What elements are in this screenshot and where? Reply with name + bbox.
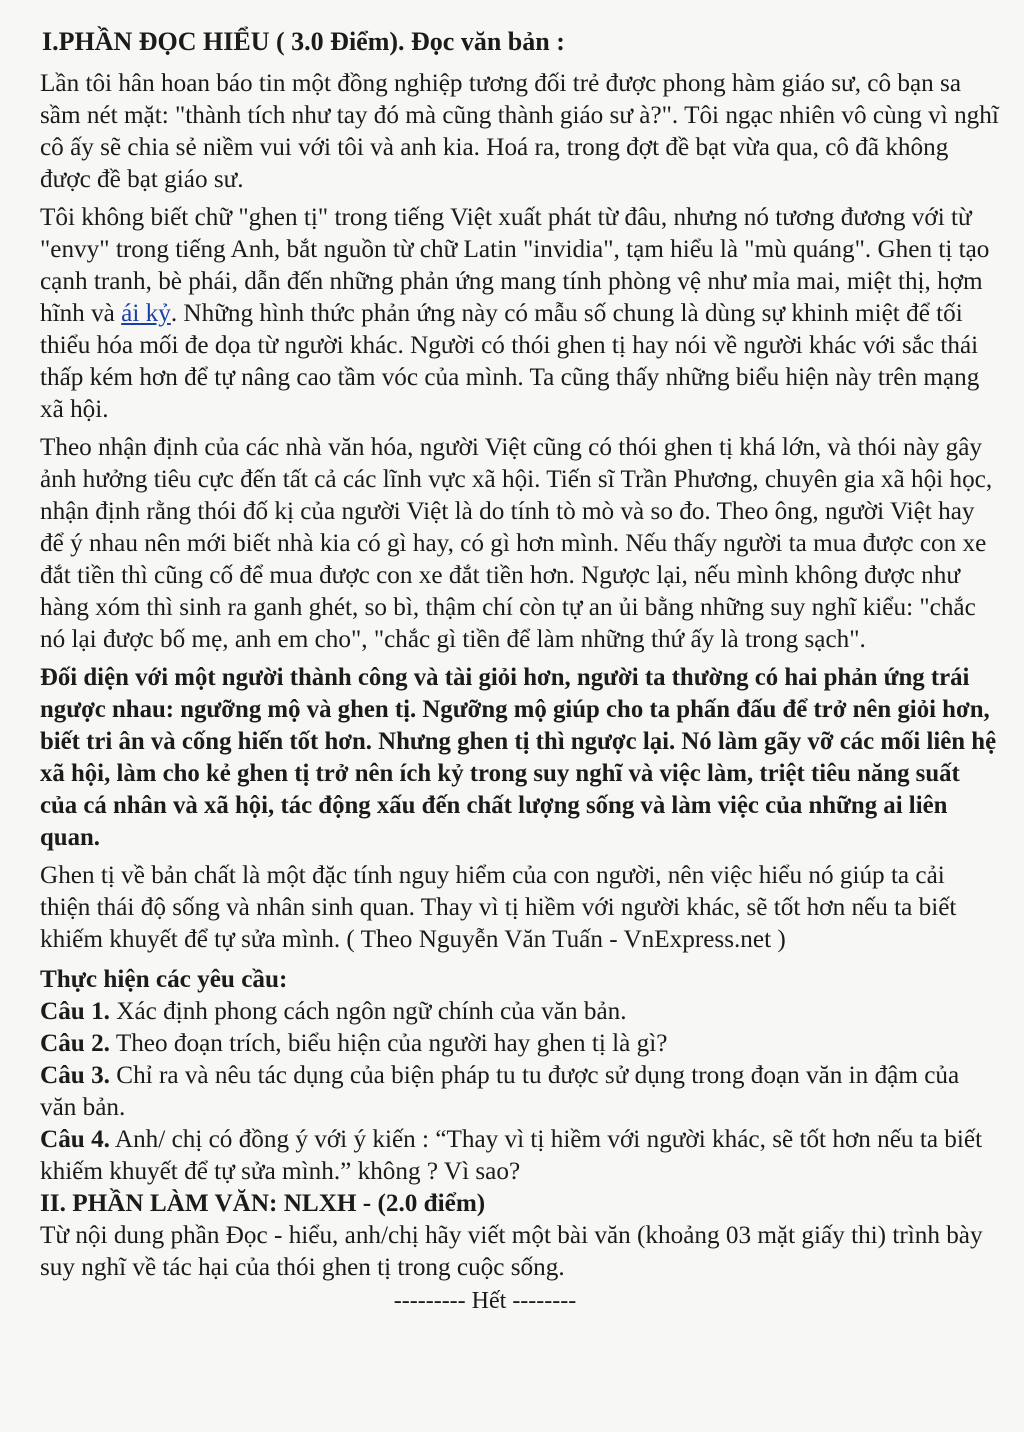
passage-paragraph-1: Lần tôi hân hoan báo tin một đồng nghiệp tương đối trẻ được phong hàm giáo sư, cô bạn sa sầm nét mặt: "thành tích như tay đó mà cũng thành giáo sư à?". Tôi ngạc nhiên vô cùng vì nghĩ cô ấy sẽ chia sẻ niềm vui với tôi và anh kia. Hoá ra, trong đợt đề bạt vừa qua, cô đã không được đề bạt giáo sư. — [40, 70, 999, 193]
passage-paragraph-2-end: . Những hình thức phản ứng này có mẫu số chung là dùng sự khinh miệt để tối thiểu hóa mối đe dọa từ người khác. Người có thói ghen tị hay nói về người khác với sắc thái thấp kém hơn để tự nâng cao tầm vóc của mình. Ta cũng thấy những biểu hiện này trên mạng xã hội. — [40, 300, 980, 423]
question-4-text: Anh/ chị có đồng ý với ý kiến : “Thay vì tị hiềm với người khác, sẽ tốt hơn nếu ta biết khiếm khuyết để tự sửa mình.” không ? Vì sao? — [40, 1126, 983, 1185]
requirements-heading: Thực hiện các yêu cầu: — [40, 966, 288, 993]
question-1-text: Xác định phong cách ngôn ngữ chính của văn bản. — [109, 998, 627, 1025]
passage-paragraph-3: Theo nhận định của các nhà văn hóa, người Việt cũng có thói ghen tị khá lớn, và thói này gây ảnh hưởng tiêu cực đến tất cả các lĩnh vực xã hội. Tiến sĩ Trần Phương, chuyên gia xã hội học, nhận định rằng thói đố kị của người Việt là do tính tò mò và so đo. Theo ông, người Việt hay để ý nhau nên mới biết nhà kia có gì hay, có gì hơn mình. Nếu thấy người ta mua được con xe đắt tiền thì cũng cố để mua được con xe đắt tiền hơn. Ngược lại, nếu mình không được như hàng xóm thì sinh ra ganh ghét, so bì, thậm chí còn tự an ủi bằng những suy nghĩ kiểu: "chắc nó lại được bố mẹ, anh em cho", "chắc gì tiền để làm những thứ ấy là trong sạch". — [40, 434, 993, 653]
end-marker: --------- Hết -------- — [393, 1288, 577, 1314]
question-1 — [40, 996, 1000, 1028]
question-2 — [40, 1028, 1000, 1060]
question-3 — [40, 1060, 1000, 1124]
part2-heading: II. PHẦN LÀM VĂN: NLXH - (2.0 điểm) — [40, 1190, 486, 1217]
part1-heading: I.PHẦN ĐỌC HIỂU ( 3.0 Điểm). Đọc văn bản : — [42, 27, 565, 56]
question-2-label: Câu 2. — [40, 1030, 110, 1057]
passage-paragraph-5: Ghen tị về bản chất là một đặc tính nguy hiểm của con người, nên việc hiểu nó giúp ta cải thiện thái độ sống và nhân sinh quan. Thay vì tị hiềm với người khác, sẽ tốt hơn nếu ta biết khiếm khuyết để tự sửa mình. ( Theo Nguyễn Văn Tuấn - VnExpress.net ) — [40, 862, 957, 953]
question-3-label: Câu 3. — [40, 1062, 110, 1089]
question-4-label: Câu 4. — [40, 1126, 110, 1153]
passage-paragraph-2-start: Tôi không biết chữ "ghen tị" trong tiếng Việt xuất phát từ đâu, nhưng nó tương đương với từ "envy" trong tiếng Anh, bắt nguồn từ chữ Latin "invidia", tạm hiểu là "mù quáng". Ghen tị tạo cạnh tranh, bè phái, dẫn đến những phản ứng mang tính phòng vệ như mỉa mai, miệt thị, hợm hĩnh và — [40, 204, 990, 327]
question-2-text: Theo đoạn trích, biểu hiện của người hay ghen tị là gì? — [109, 1030, 668, 1057]
question-4 — [40, 1124, 1000, 1188]
passage-paragraph-4-bold: Đối diện với một người thành công và tài giỏi hơn, người ta thường có hai phản ứng trái ngược nhau: ngưỡng mộ và ghen tị. Ngưỡng mộ giúp cho ta phấn đấu để trở nên giỏi hơn, biết tri ân và cống hiến tốt hơn. Nhưng ghen tị thì ngược lại. Nó làm gãy vỡ các mối liên hệ xã hội, làm cho kẻ ghen tị trở nên ích kỷ trong suy nghĩ và việc làm, triệt tiêu năng suất của cá nhân và xã hội, tác động xấu đến chất lượng sống và làm việc của những ai liên quan. — [40, 664, 997, 851]
question-3-text: Chỉ ra và nêu tác dụng của biện pháp tu tu được sử dụng trong đoạn văn in đậm của văn bản. — [40, 1062, 960, 1121]
question-1-label: Câu 1. — [40, 998, 110, 1025]
ai-ky-link[interactable]: ái kỷ — [121, 300, 171, 327]
part2-prompt: Từ nội dung phần Đọc - hiểu, anh/chị hãy viết một bài văn (khoảng 03 mặt giấy thi) trình bày suy nghĩ về tác hại của thói ghen tị trong cuộc sống. — [40, 1222, 983, 1281]
passage-paragraph-2 — [40, 202, 1000, 426]
